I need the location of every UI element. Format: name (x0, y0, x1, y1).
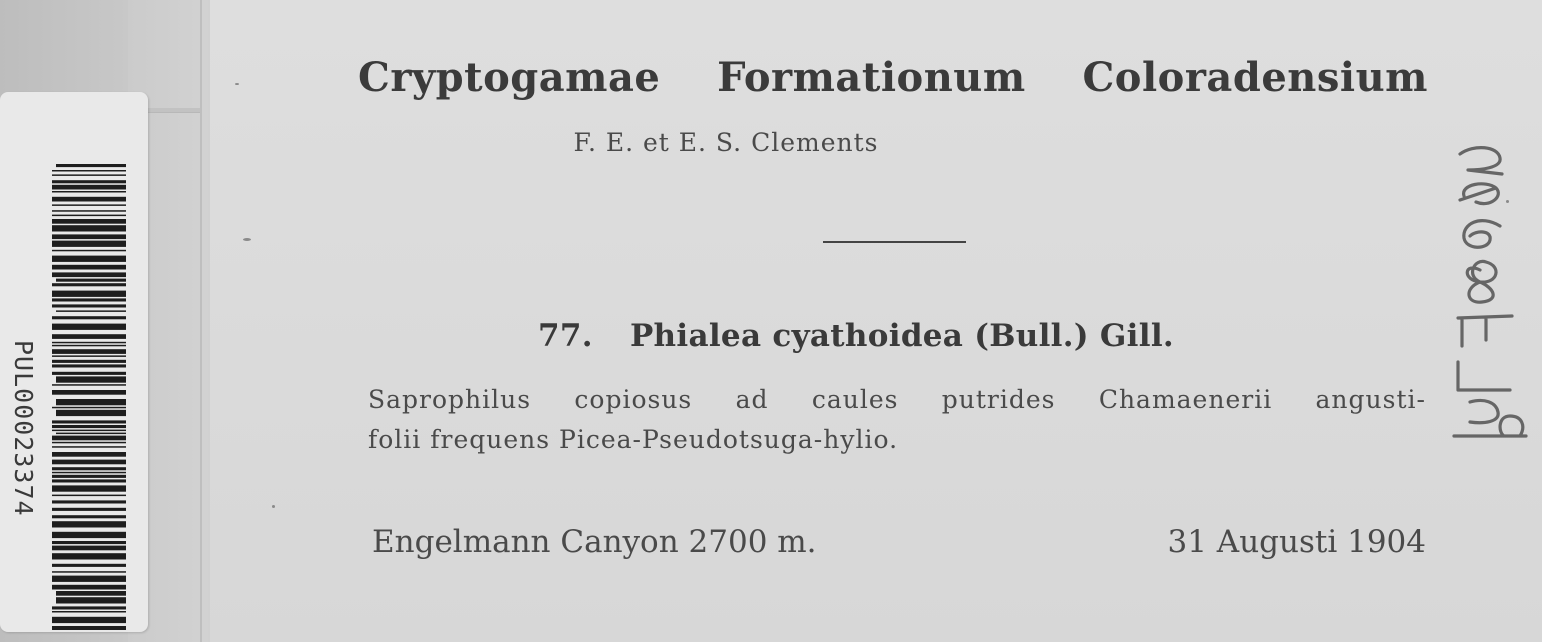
locality: Engelmann Canyon 2700 m. (372, 524, 817, 560)
barcode-bar (52, 442, 126, 444)
locality-row (372, 524, 1426, 560)
barcode-icon (52, 164, 138, 632)
habitat-description (368, 380, 1428, 460)
barcode-bar (52, 479, 126, 482)
barcode-bar (52, 256, 126, 262)
barcode-bar (52, 384, 126, 386)
barcode-bar (52, 425, 126, 428)
collection-date: 31 Augusti 1904 (1167, 524, 1426, 560)
barcode-bar (52, 304, 126, 307)
barcode-bar (52, 345, 126, 347)
habitat-word: copiosus (574, 385, 693, 414)
barcode-bar (52, 334, 126, 339)
barcode-bar (52, 500, 126, 503)
barcode-bar (52, 219, 126, 224)
barcode-bar (52, 564, 126, 567)
barcode-bar (56, 591, 126, 596)
barcode-bar (52, 521, 126, 527)
barcode-bar (52, 446, 126, 448)
barcode-bar (52, 204, 126, 206)
barcode-bar (52, 553, 126, 559)
barcode-bar (52, 191, 126, 193)
barcode-bar (52, 472, 126, 474)
barcode-bar (56, 410, 126, 416)
species-heading (538, 318, 1174, 354)
habitat-word: Saprophilus (368, 385, 532, 414)
barcode-bar (52, 174, 126, 176)
barcode-bar (52, 234, 126, 239)
collection-title (358, 54, 1428, 101)
barcode-bar (52, 197, 126, 202)
barcode-bar (52, 250, 126, 252)
scan-speck (1506, 200, 1509, 203)
handwritten-number (1440, 140, 1530, 440)
barcode-bar (52, 364, 126, 367)
barcode-bar (52, 532, 126, 538)
barcode-sticker (0, 92, 148, 632)
barcode-bar (52, 272, 126, 277)
barcode-bar (52, 283, 126, 286)
barcode-bar (52, 215, 126, 217)
barcode-bar (52, 420, 126, 423)
barcode-bar (52, 349, 126, 354)
barcode-bar (52, 430, 126, 432)
barcode-bar (52, 210, 126, 212)
barcode-bar (52, 298, 126, 301)
barcode-bar (52, 606, 126, 609)
barcode-bar (52, 355, 126, 357)
barcode-bar (52, 541, 126, 544)
barcode-bar (52, 324, 126, 330)
barcode-bar (52, 546, 126, 551)
barcode-bar (52, 611, 126, 613)
scan-speck (272, 505, 275, 508)
barcode-bar (52, 436, 126, 441)
barcode-bar (56, 597, 126, 603)
barcode-bar (52, 342, 126, 344)
habitat-word: ad (735, 385, 769, 414)
barcode-bar (56, 433, 126, 435)
barcode-bar (52, 390, 126, 395)
barcode-bar (52, 291, 126, 297)
barcode-bar (52, 485, 126, 491)
barcode-bar (52, 626, 126, 630)
label-edge (200, 0, 202, 642)
barcode-bar (52, 452, 126, 457)
title-word: Coloradensium (1082, 54, 1428, 101)
scan-speck (243, 238, 251, 241)
habitat-word: angusti- (1315, 385, 1426, 414)
barcode-bar (56, 376, 126, 382)
title-word: Cryptogamae (358, 54, 661, 101)
barcode-number: PUL00023374 (9, 340, 38, 517)
barcode-bar (52, 265, 126, 270)
habitat-word: putrides (941, 385, 1056, 414)
barcode-bar (52, 576, 126, 582)
habitat-line-2: folii frequens Picea-Pseudotsuga-hylio. (368, 425, 899, 454)
barcode-bar (52, 495, 126, 497)
barcode-bar (52, 515, 126, 518)
barcode-bar (52, 571, 126, 573)
habitat-word: Chamaenerii (1098, 385, 1273, 414)
divider (823, 241, 966, 243)
habitat-line-1 (368, 380, 1426, 420)
barcode-bar (52, 316, 126, 319)
barcode-bar (52, 180, 126, 183)
barcode-bar (52, 460, 126, 465)
barcode-bar (52, 185, 126, 190)
barcode-bar (52, 170, 126, 172)
habitat-word: caules (811, 385, 899, 414)
barcode-bar (56, 310, 126, 312)
barcode-bar (52, 617, 126, 623)
barcode-bar (52, 241, 126, 247)
species-name: Phialea cyathoidea (Bull.) Gill. (629, 318, 1174, 354)
species-number: 77. (538, 318, 593, 354)
title-word: Formationum (717, 54, 1026, 101)
barcode-bar (52, 225, 126, 231)
barcode-bar (56, 164, 126, 167)
barcode-bar (52, 372, 126, 375)
barcode-bar (52, 467, 126, 470)
barcode-bar (56, 279, 126, 282)
collectors: F. E. et E. S. Clements (573, 128, 879, 157)
scan-speck (235, 83, 239, 85)
barcode-bar (52, 508, 126, 511)
barcode-bar (52, 585, 126, 590)
barcode-bar (52, 475, 126, 478)
barcode-bar (52, 360, 126, 363)
barcode-bar (56, 399, 126, 405)
barcode-bar (52, 407, 126, 409)
